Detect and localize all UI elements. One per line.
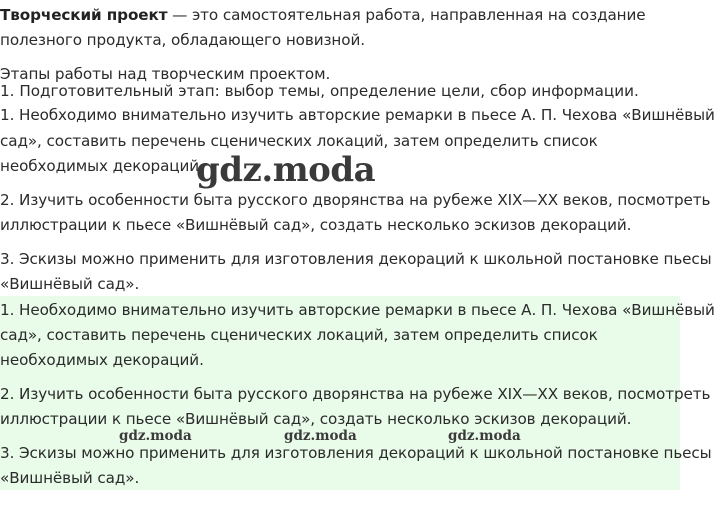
- cut-off-text: 1. Подготовительный этап: выбор темы, определение цели, сбор информации.: [0, 82, 639, 100]
- answer-item2-line1: 2. Изучить особенности быта русского дворянства на рубеже XIX—XX веков, посмотреть: [0, 191, 711, 209]
- intro-line-2: полезного продукта, обладающего новизной.: [0, 31, 365, 49]
- watermark-small-1: gdz.moda: [119, 428, 192, 444]
- highlight-item2-line2: иллюстрации к пьесе «Вишнёвый сад», создать несколько эскизов декораций.: [0, 410, 632, 428]
- answer-item3-line1: 3. Эскизы можно применить для изготовления декораций к школьной постановке пьесы: [0, 250, 712, 268]
- answer-item1-line3: необходимых декораций.: [0, 157, 204, 175]
- term-creative-project: Творческий проект: [0, 6, 168, 24]
- definition-text: — это самостоятельная работа, направленная на создание: [167, 6, 646, 24]
- cut-off-text-line: [0, 82, 639, 100]
- highlight-item1-line3: необходимых декораций.: [0, 351, 204, 369]
- answer-item3-line2: «Вишнёвый сад».: [0, 275, 140, 293]
- highlight-item3-line1: 3. Эскизы можно применить для изготовления декораций к школьной постановке пьесы: [0, 444, 712, 462]
- watermark-main: gdz.moda: [196, 150, 376, 190]
- watermark-small-3: gdz.moda: [448, 428, 521, 444]
- answer-item1-line2: сад», составить перечень сценических локаций, затем определить список: [0, 132, 598, 150]
- highlight-item2-line1: 2. Изучить особенности быта русского дворянства на рубеже XIX—XX веков, посмотреть: [0, 385, 711, 403]
- answer-item2-line2: иллюстрации к пьесе «Вишнёвый сад», создать несколько эскизов декораций.: [0, 216, 632, 234]
- highlight-item3-line2: «Вишнёвый сад».: [0, 469, 140, 487]
- highlight-item1-line1: 1. Необходимо внимательно изучить авторские ремарки в пьесе А. П. Чехова «Вишнёвый: [0, 301, 715, 319]
- answer-item1-line1: 1. Необходимо внимательно изучить авторские ремарки в пьесе А. П. Чехова «Вишнёвый: [0, 106, 715, 124]
- watermark-small-2: gdz.moda: [284, 428, 357, 444]
- intro-line-1: [0, 3, 646, 28]
- highlight-item1-line2: сад», составить перечень сценических локаций, затем определить список: [0, 326, 598, 344]
- stages-title: Этапы работы над творческим проектом.: [0, 65, 331, 83]
